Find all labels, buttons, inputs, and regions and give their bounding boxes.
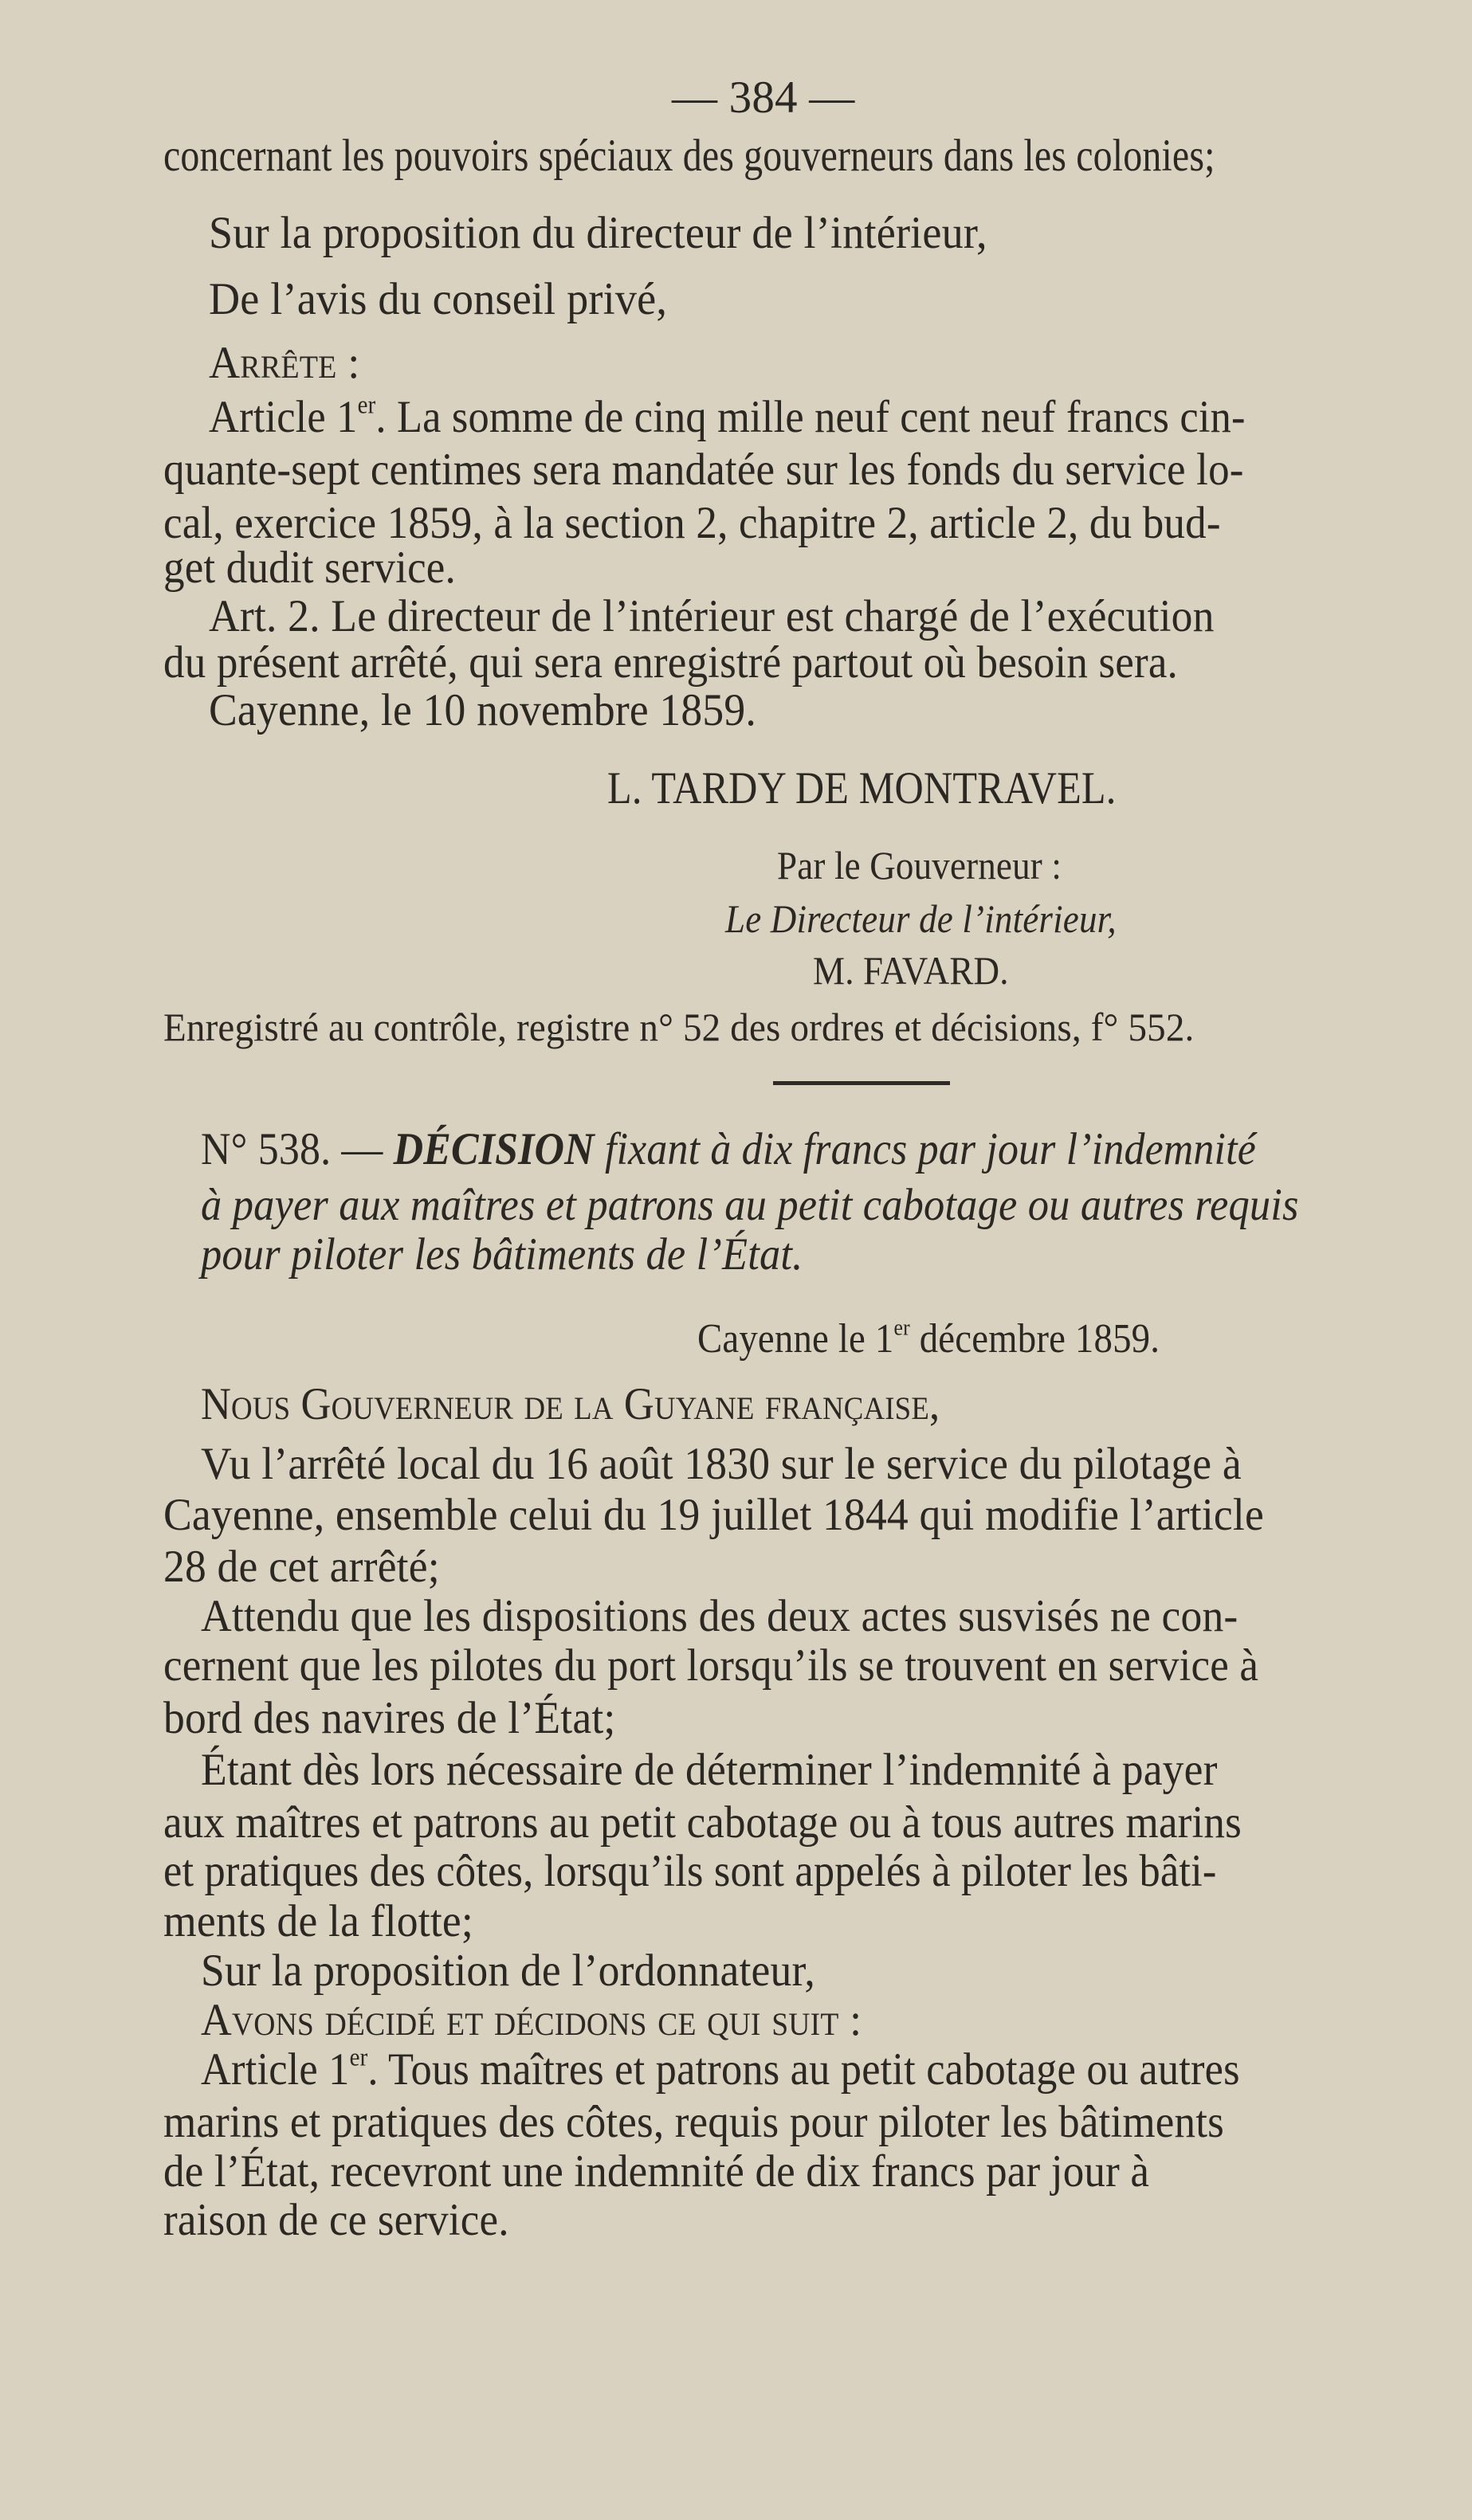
signature-title: Le Directeur de l’intérieur, [725, 896, 1117, 941]
section-divider [773, 1081, 950, 1085]
decision-article-1-line-2: marins et pratiques des côtes, requis pour piloter les bâtiments [163, 2097, 1224, 2147]
decision-body-line-5: Attendu que les dispositions des deux actes susvisés ne con- [201, 1591, 1238, 1641]
article-1-line-4: get dudit service. [163, 543, 456, 593]
decision-body-line-10: et pratiques des côtes, lorsqu’ils sont appelés à piloter les bâti- [163, 1846, 1217, 1896]
page-number: — 384 — [672, 73, 855, 123]
decree-line-3: De l’avis du conseil privé, [209, 274, 668, 324]
decision-date-rest: décembre 1859. [909, 1316, 1160, 1362]
decision-body-line-6: cernent que les pilotes du port lorsqu’ils se trouvent en service à [163, 1640, 1259, 1691]
article-1-rest: . La somme de cinq mille neuf cent neuf francs cin- [375, 392, 1246, 442]
decision-article-1-sup: er [349, 2043, 368, 2071]
decision-body-line-4: 28 de cet arrêté; [163, 1542, 440, 1592]
decision-body-line-9: aux maîtres et patrons au petit cabotage ou à tous autres marins [163, 1797, 1242, 1848]
decision-article-1-line-4: raison de ce service. [163, 2195, 509, 2245]
decision-title-line-2: à payer aux maîtres et patrons au petit cabotage ou autres requis [201, 1180, 1299, 1230]
decision-body-line-2: Vu l’arrêté local du 16 août 1830 sur le service du pilotage à [201, 1439, 1242, 1489]
decree-arrete-heading: Arrête : [209, 338, 360, 388]
article-1-sup: er [357, 390, 376, 419]
signature-name: L. TARDY DE MONTRAVEL. [607, 763, 1117, 813]
article-1-line-2: quante-sept centimes sera mandatée sur les fonds du service lo- [163, 445, 1244, 495]
decision-date [697, 1313, 1160, 1366]
decision-body-line-3: Cayenne, ensemble celui du 19 juillet 1844 qui modifie l’article [163, 1490, 1264, 1540]
decision-article-1-line-3: de l’État, recevront une indemnité de dix francs par jour à [163, 2146, 1150, 2197]
decree-line-1: concernant les pouvoirs spéciaux des gouverneurs dans les colonies; [163, 131, 1215, 181]
decision-title-line-3: pour piloter les bâtiments de l’État. [201, 1229, 803, 1280]
signature-director: M. FAVARD. [813, 948, 1009, 993]
date-line: Cayenne, le 10 novembre 1859. [209, 685, 756, 735]
decision-body-line-11: ments de la flotte; [163, 1896, 473, 1946]
decision-number: N° 538. — [201, 1124, 394, 1174]
decree-line-2: Sur la proposition du directeur de l’intérieur, [209, 208, 987, 258]
decision-article-1-first-line [201, 2044, 1240, 2096]
decision-body-line-8: Étant dès lors nécessaire de déterminer l’indemnité à payer [201, 1745, 1218, 1795]
article-2-line-1: Art. 2. Le directeur de l’intérieur est chargé de l’exécution [209, 591, 1215, 641]
decision-date-sup: er [893, 1315, 910, 1341]
article-1-first-line [209, 391, 1246, 444]
decision-title-line-1 [201, 1123, 1256, 1176]
decision-article-1-prefix: Article 1 [201, 2044, 350, 2095]
article-1-prefix: Article 1 [209, 392, 358, 442]
decision-article-1-rest: . Tous maîtres et patrons au petit cabotage ou autres [367, 2044, 1240, 2095]
decision-title-rest: fixant à dix francs par jour l’indemnité [594, 1124, 1256, 1174]
signature-par: Par le Gouverneur : [777, 843, 1062, 888]
decision-date-prefix: Cayenne le 1 [697, 1316, 894, 1362]
decision-body-line-12: Sur la proposition de l’ordonnateur, [201, 1946, 815, 1996]
article-2-line-2: du présent arrêté, qui sera enregistré partout où besoin sera. [163, 637, 1178, 688]
article-1-line-3: cal, exercice 1859, à la section 2, chapitre 2, article 2, du bud- [163, 498, 1221, 548]
decision-title-bold: DÉCISION [393, 1124, 595, 1174]
decision-body-line-13: Avons décidé et décidons ce qui suit : [201, 1995, 862, 2045]
decision-body-line-1: Nous Gouverneur de la Guyane française, [201, 1379, 940, 1429]
decision-body-line-7: bord des navires de l’État; [163, 1693, 616, 1743]
registration-line: Enregistré au contrôle, registre n° 52 des ordres et décisions, f° 552. [163, 1005, 1195, 1049]
